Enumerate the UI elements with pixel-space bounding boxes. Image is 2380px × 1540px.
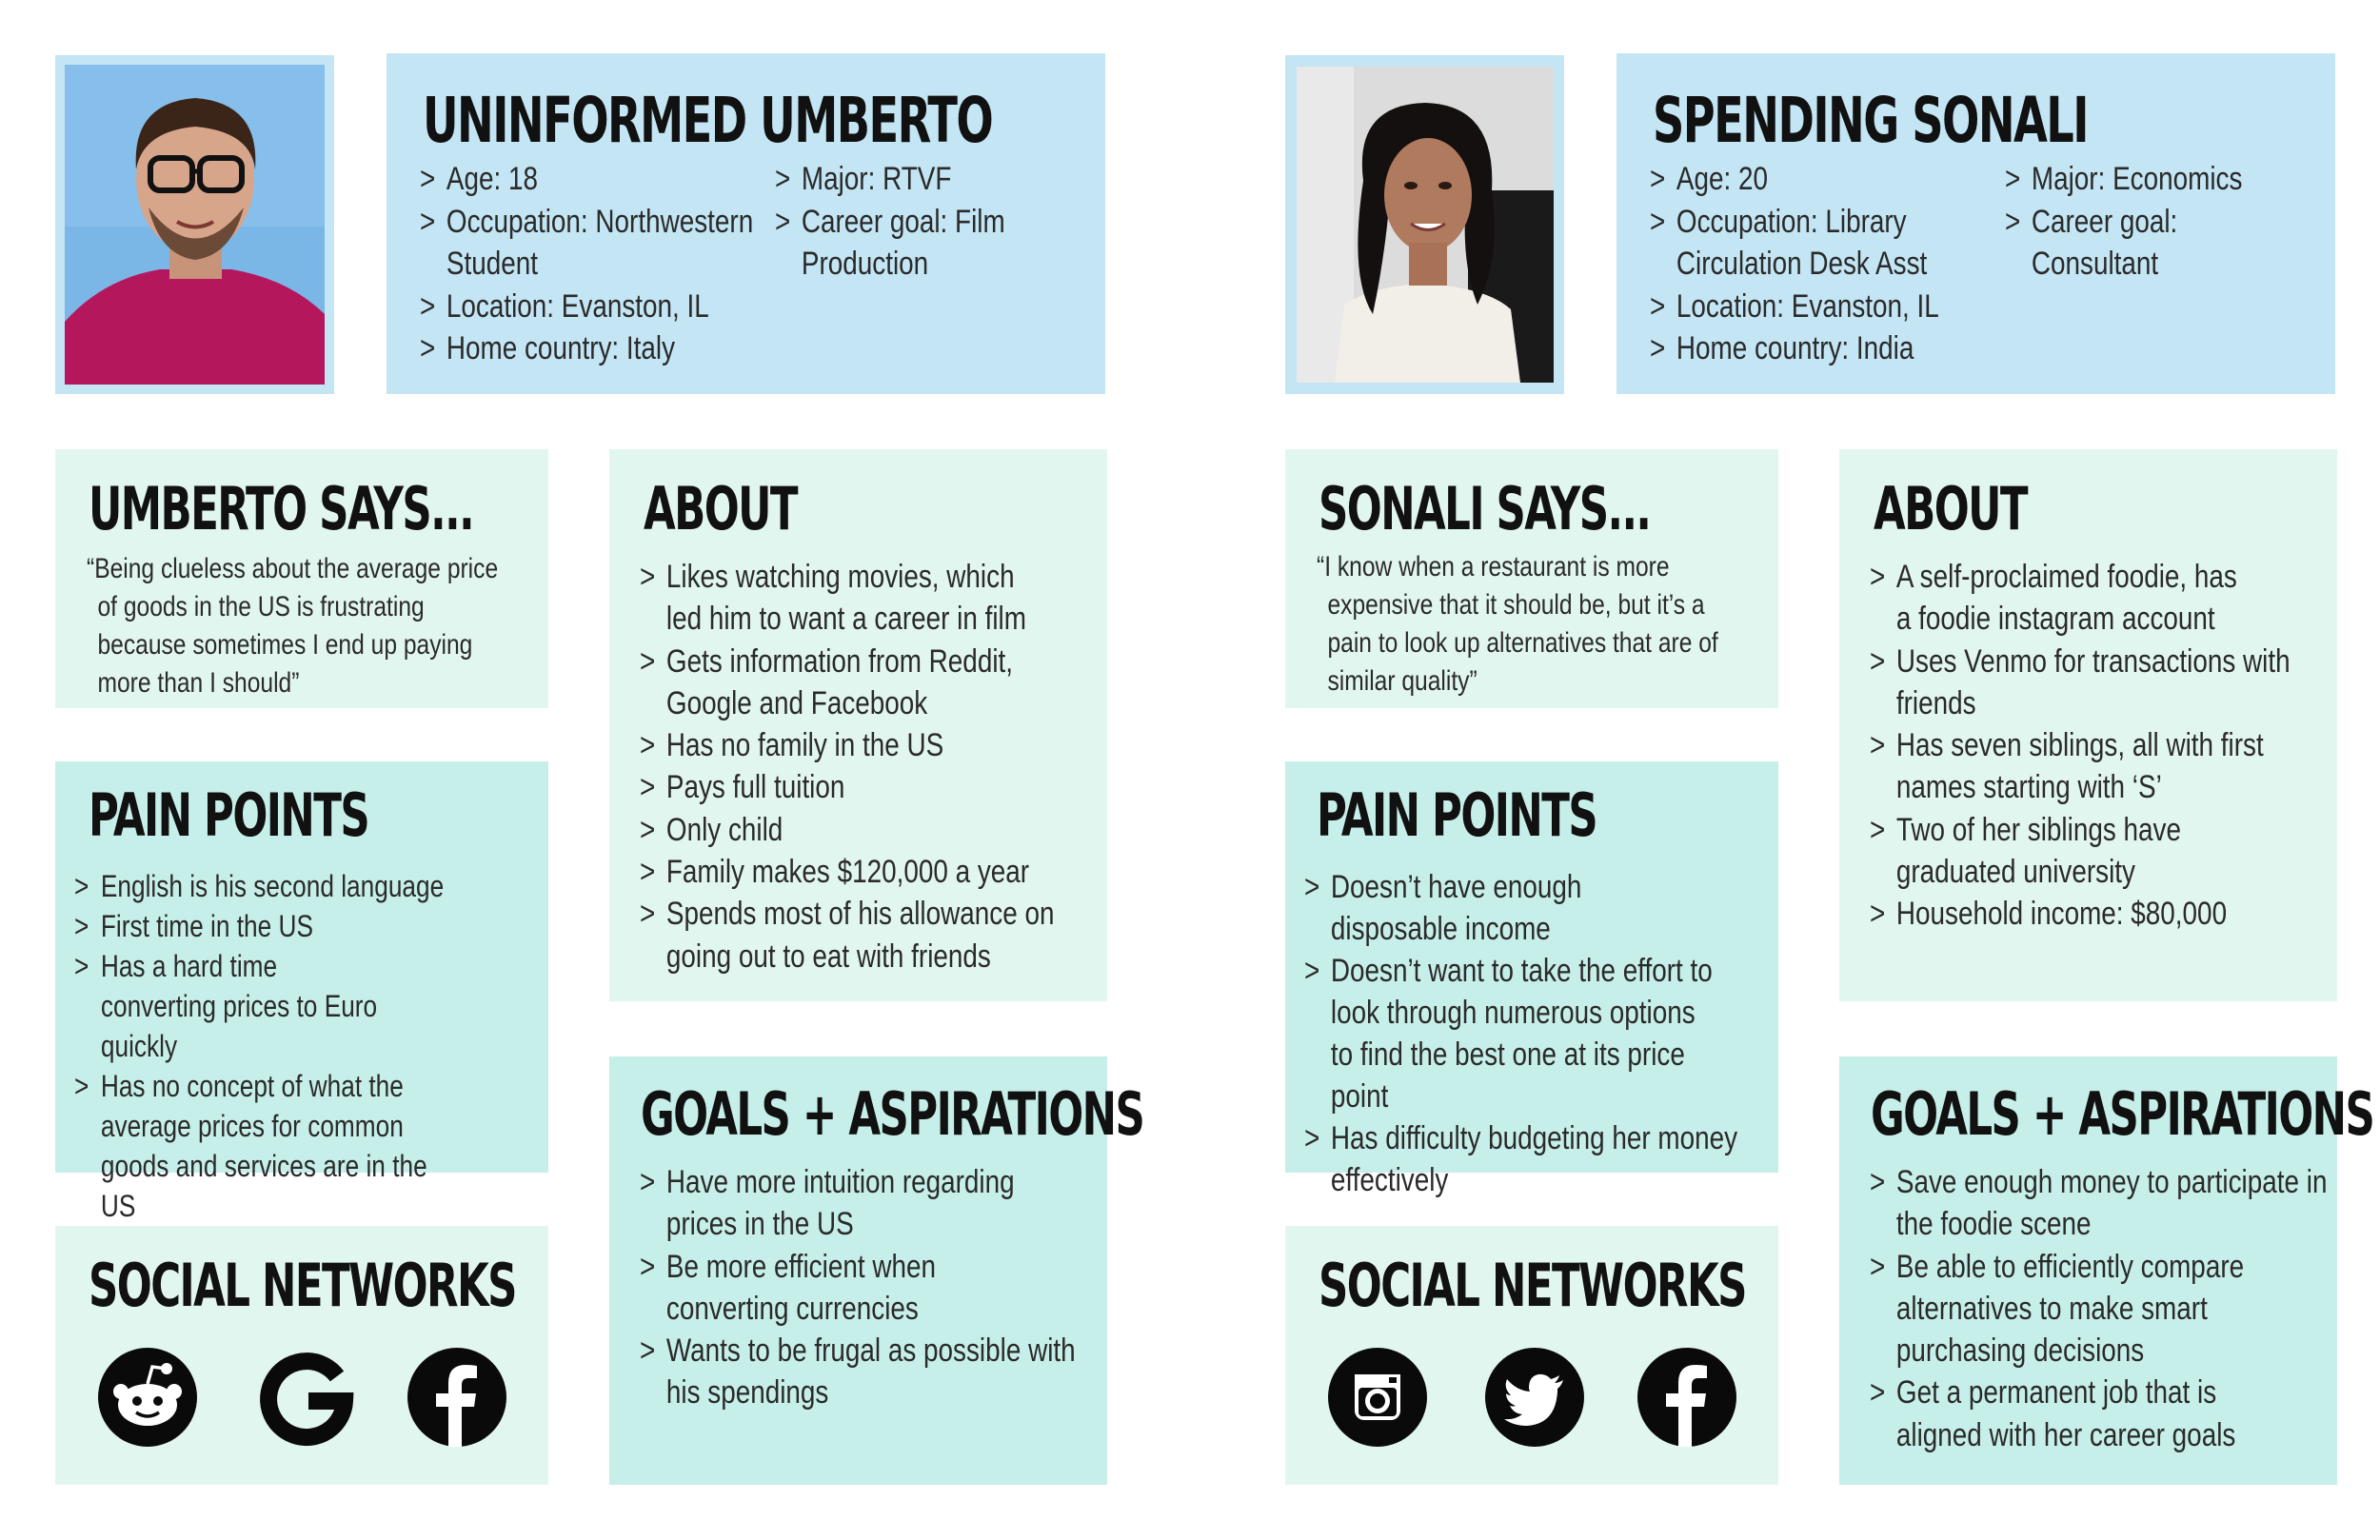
- reddit-icon: [98, 1348, 197, 1447]
- list-item: > Only child: [640, 809, 1077, 851]
- list-item: > Wants to be frugal as possible with his spendings: [640, 1330, 1088, 1414]
- umberto-age: > Age: 18: [420, 158, 779, 201]
- sonali-goals-list: [1870, 1161, 2328, 1456]
- list-item: > Two of her siblings have graduated university: [1870, 809, 2224, 894]
- umberto-about-title: ABOUT: [644, 474, 798, 543]
- umberto-career-goal: > Career goal: Film Production: [775, 201, 1024, 286]
- list-item: > Spends most of his allowance on going out to eat with friends: [640, 893, 1072, 977]
- list-item: > Likes watching movies, which led him to want a career in film: [640, 556, 1041, 641]
- umberto-photo-frame: [55, 55, 334, 394]
- umberto-pain-points-title: PAIN POINTS: [89, 780, 369, 850]
- facebook-icon: [1637, 1348, 1736, 1447]
- sonali-age: > Age: 20: [1650, 158, 1977, 201]
- sonali-major: > Major: Economics: [2005, 158, 2254, 201]
- umberto-quote: “Being clueless about the average price of goods in the US is frustrating because sometimes I end up paying more than I should”: [87, 553, 499, 699]
- umberto-about-card: [609, 449, 1107, 1001]
- sonali-pain-points-list: [1304, 866, 1757, 1201]
- umberto-location: > Location: Evanston, IL: [420, 286, 779, 328]
- sonali-says-card: [1285, 449, 1778, 708]
- sonali-about-card: [1839, 449, 2337, 1001]
- sonali-about-list: [1870, 556, 2323, 936]
- sonali-photo: [1297, 67, 1554, 383]
- sonali-career-goal: > Career goal: Consultant: [2005, 201, 2254, 286]
- twitter-icon: [1485, 1348, 1584, 1447]
- umberto-major: > Major: RTVF: [775, 158, 1024, 201]
- list-item: > A self-proclaimed foodie, has a foodie instagram account: [1870, 556, 2248, 641]
- umberto-about-list: [640, 556, 1077, 977]
- umberto-name: UNINFORMED UMBERTO: [423, 84, 993, 157]
- list-item: > Doesn’t have enough disposable income: [1304, 866, 1705, 950]
- umberto-photo: [65, 65, 325, 385]
- list-item: > Get a permanent job that is aligned with her career goals: [1870, 1372, 2255, 1456]
- list-item: > English is his second language: [74, 866, 496, 906]
- umberto-info-right: [775, 158, 1024, 286]
- umberto-pain-points-card: [55, 761, 548, 1223]
- list-item: > Has seven siblings, all with first names starting with ‘S’: [1870, 724, 2294, 809]
- sonali-home-country: > Home country: India: [1650, 327, 1977, 370]
- list-item: > Save enough money to participate in the foodie scene: [1870, 1161, 2333, 1246]
- sonali-about-title: ABOUT: [1874, 474, 2028, 543]
- umberto-goals-list: [640, 1161, 1077, 1414]
- list-item: > Family makes $120,000 a year: [640, 851, 1077, 893]
- umberto-home-country: > Home country: Italy: [420, 327, 779, 370]
- sonali-goals-card: [1839, 1056, 2374, 1485]
- sonali-goals-title: GOALS + ASPIRATIONS: [1871, 1079, 2374, 1149]
- sonali-pain-points-title: PAIN POINTS: [1317, 780, 1597, 850]
- sonali-occupation: > Occupation: Library Circulation Desk Asst: [1650, 201, 1977, 286]
- umberto-social-card: [55, 1226, 548, 1485]
- umberto-says-title: UMBERTO SAYS...: [89, 474, 474, 543]
- sonali-photo-frame: [1285, 55, 1564, 394]
- list-item: > Has no concept of what the average prices for common goods and services are in the US: [74, 1066, 436, 1226]
- umberto-occupation: > Occupation: Northwestern Student: [420, 201, 779, 286]
- list-item: > Pays full tuition: [640, 766, 1077, 808]
- list-item: > First time in the US: [74, 906, 496, 946]
- umberto-header-card: [387, 53, 1105, 394]
- google-icon: [257, 1348, 356, 1447]
- list-item: > Gets information from Reddit, Google and Facebook: [640, 641, 1018, 725]
- sonali-info: [1650, 158, 1977, 370]
- list-item: > Uses Venmo for transactions with friends: [1870, 641, 2318, 725]
- umberto-info: [420, 158, 779, 370]
- list-item: > Be able to efficiently compare alternatives to make smart purchasing decisions: [1870, 1246, 2263, 1372]
- sonali-pain-points-card: [1285, 761, 1778, 1198]
- umberto-pain-points-list: [74, 866, 496, 1226]
- list-item: > Has no family in the US: [640, 724, 1077, 766]
- list-item: > Have more intuition regarding prices in the US: [640, 1161, 1025, 1246]
- list-item: > Doesn’t want to take the effort to look through numerous options to find the best one at its price point: [1304, 950, 1721, 1117]
- sonali-name: SPENDING SONALI: [1653, 84, 2088, 157]
- sonali-location: > Location: Evanston, IL: [1650, 286, 1977, 328]
- umberto-goals-card: [609, 1056, 1144, 1485]
- umberto-says-card: [55, 449, 548, 708]
- sonali-header-card: [1616, 53, 2335, 394]
- umberto-social-title: SOCIAL NETWORKS: [89, 1251, 516, 1320]
- sonali-says-title: SONALI SAYS...: [1319, 474, 1651, 543]
- instagram-icon: [1328, 1348, 1427, 1447]
- sonali-info-right: [2005, 158, 2254, 286]
- sonali-social-title: SOCIAL NETWORKS: [1319, 1251, 1746, 1320]
- facebook-icon: [407, 1348, 506, 1447]
- list-item: > Be more efficient when converting currencies: [640, 1246, 962, 1331]
- sonali-quote: “I know when a restaurant is more expensive that it should be, but it’s a pain to look up alternatives that are of similar quality”: [1317, 551, 1718, 697]
- list-item: > Household income: $80,000: [1870, 893, 2323, 935]
- list-item: > Has a hard time converting prices to Euro quickly: [74, 946, 389, 1066]
- list-item: > Has difficulty budgeting her money effectively: [1304, 1117, 1768, 1201]
- umberto-goals-title: GOALS + ASPIRATIONS: [641, 1079, 1144, 1149]
- sonali-social-card: [1285, 1226, 1778, 1485]
